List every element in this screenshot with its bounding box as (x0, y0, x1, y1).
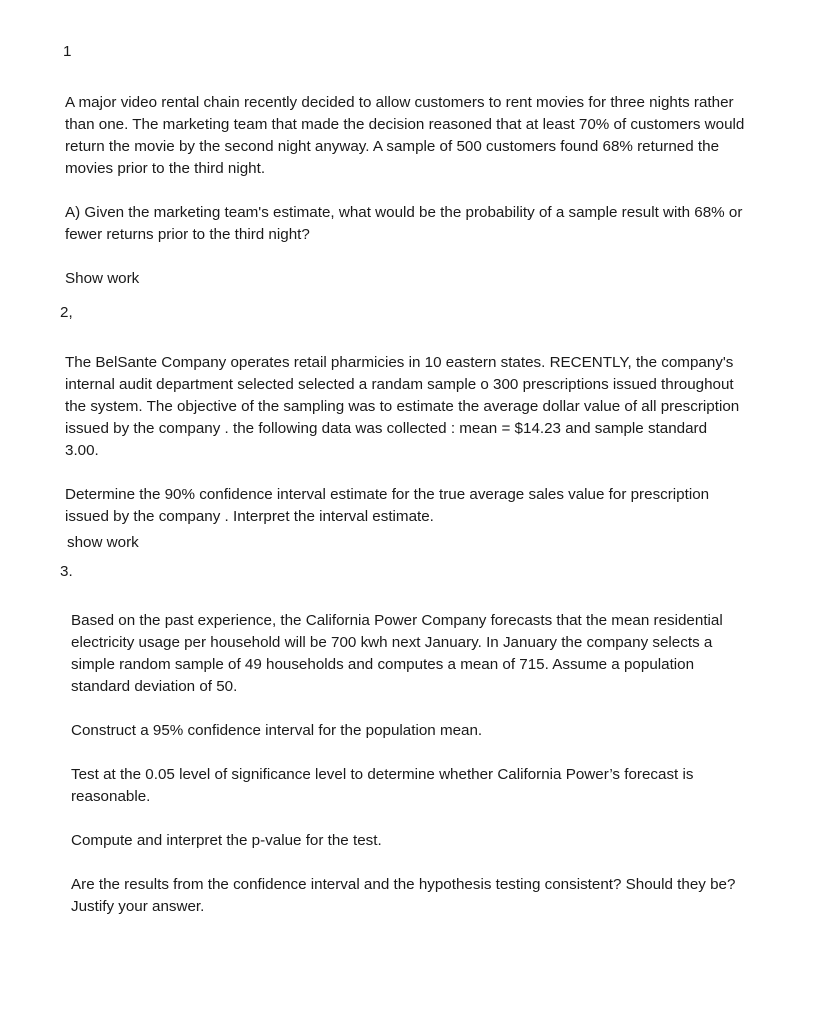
question-1-part-a: A) Given the marketing team's estimate, what would be the probability of a sample result with 68% or fewer returns prior to the third night? (65, 204, 743, 243)
question-1-intro: A major video rental chain recently decided to allow customers to rent movies for three nights rather than one. The marketing team that made the decision reasoned that at least 70% of customers would return the movie by the second night anyway. A sample of 500 customers found 68% returned the movies prior to the third night. (65, 94, 745, 177)
question-3-hypothesis-test: Test at the 0.05 level of significance level to determine whether California Power’s forecast is reasonable. (71, 766, 694, 805)
question-3-consistency: Are the results from the confidence interval and the hypothesis testing consistent? Should they be? Justify your answer. (71, 876, 736, 915)
question-2-show-work: show work (67, 534, 139, 551)
question-1-number: 1 (63, 43, 72, 60)
question-2-number: 2, (60, 304, 73, 321)
question-3-intro: Based on the past experience, the California Power Company forecasts that the mean residential electricity usage per household will be 700 kwh next January. In January the company selects a simple random sample of 49 households and computes a mean of 715. Assume a population standard deviation of 50. (71, 612, 723, 695)
question-2-intro: The BelSante Company operates retail pharmicies in 10 eastern states. RECENTLY, the company's internal audit department selected selected a randam sample o 300 prescriptions issued throughout the system. The objective of the sampling was to estimate the average dollar value of all prescription issued by the company . the following data was collected : mean = $14.23 and sample standard 3.00. (65, 354, 740, 459)
question-3-confidence-interval: Construct a 95% confidence interval for the population mean. (71, 722, 483, 739)
question-3-p-value: Compute and interpret the p-value for the test. (71, 832, 382, 849)
question-3-number: 3. (60, 563, 73, 580)
question-1-show-work: Show work (65, 270, 140, 287)
question-2-task: Determine the 90% confidence interval estimate for the true average sales value for prescription issued by the company . Interpret the interval estimate. (65, 486, 710, 525)
